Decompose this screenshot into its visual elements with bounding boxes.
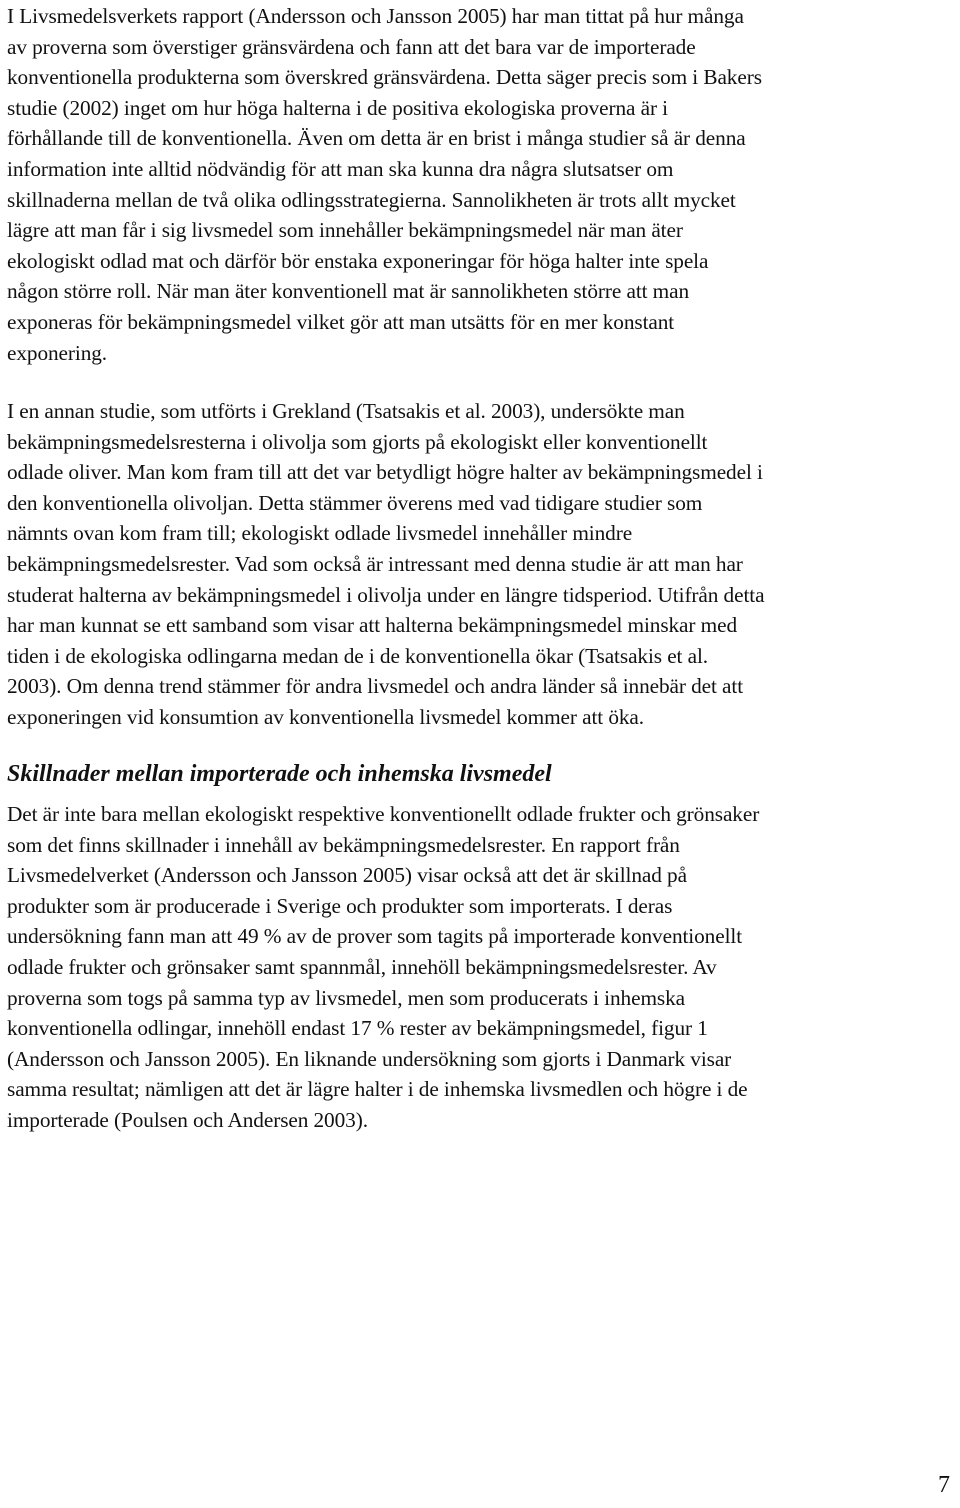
text-line: förhållande till de konventionella. Även om detta är en brist i många studier så är denna — [7, 126, 746, 151]
text-line: konventionella odlingar, innehöll endast 17 % rester av bekämpningsmedel, figur 1 — [7, 1016, 708, 1041]
text-line: Livsmedelverket (Andersson och Jansson 2005) visar också att det är skillnad på — [7, 863, 687, 888]
text-line: lägre att man får i sig livsmedel som innehåller bekämpningsmedel när man äter — [7, 218, 683, 243]
text-line: 2003). Om denna trend stämmer för andra livsmedel och andra länder så innebär det att — [7, 674, 744, 699]
text-line: skillnaderna mellan de två olika odlingsstrategierna. Sannolikheten är trots allt mycket — [7, 187, 736, 212]
text-line: konventionella produkterna som överskred gränsvärdena. Detta säger precis som i Bakers — [7, 65, 762, 90]
text-line: I Livsmedelsverkets rapport (Andersson och Jansson 2005) har man tittat på hur många — [7, 4, 744, 28]
paragraph-1 — [7, 1, 957, 368]
text-line: information inte alltid nödvändig för att man ska kunna dra några slutsatser om — [7, 156, 674, 181]
text-line: ekologiskt odlad mat och därför bör enstaka exponeringar för höga halter inte spela — [7, 248, 709, 273]
text-line: undersökning fann man att 49 % av de prover som tagits på importerade konventionellt — [7, 924, 743, 949]
text-line: studerat halterna av bekämpningsmedel i olivolja under en längre tidsperiod. Utifrån detta — [7, 582, 765, 607]
text-line: exponering. — [7, 340, 108, 365]
text-line: som det finns skillnader i innehåll av bekämpningsmedelsrester. En rapport från — [7, 832, 680, 857]
text-line: exponeringen vid konsumtion av konventionella livsmedel kommer att öka. — [7, 704, 644, 729]
text-line: samma resultat; nämligen att det är lägre halter i de inhemska livsmedlen och högre i de — [7, 1077, 748, 1102]
text-line: har man kunnat se ett samband som visar att halterna bekämpningsmedel minskar med — [7, 613, 737, 638]
text-line: Det är inte bara mellan ekologiskt respektive konventionellt odlade frukter och grönsaker — [7, 802, 760, 826]
text-line: bekämpningsmedelsresterna i olivolja som gjorts på ekologiskt eller konventionellt — [7, 429, 708, 454]
text-line: studie (2002) inget om hur höga halterna i de positiva ekologiska proverna är i — [7, 95, 668, 120]
text-line: exponeras för bekämpningsmedel vilket gör att man utsätts för en mer konstant — [7, 309, 675, 334]
text-line: bekämpningsmedelsrester. Vad som också är intressant med denna studie är att man har — [7, 551, 743, 576]
section-heading: Skillnader mellan importerade och inhemska livsmedel — [7, 761, 552, 787]
text-line: tiden i de ekologiska odlingarna medan de i de konventionella ökar (Tsatsakis et al. — [7, 643, 708, 668]
text-line: av proverna som överstiger gränsvärdena och fann att det bara var de importerade — [7, 34, 696, 59]
text-line: proverna som togs på samma typ av livsmedel, men som producerats i inhemska — [7, 985, 685, 1010]
text-line: någon större roll. När man äter konventionell mat är sannolikheten större att man — [7, 279, 690, 304]
paragraph-2 — [7, 396, 957, 733]
text-line: odlade oliver. Man kom fram till att det var betydligt högre halter av bekämpningsmedel i — [7, 460, 763, 485]
text-line: odlade frukter och grönsaker samt spannmål, innehöll bekämpningsmedelsrester. Av — [7, 954, 717, 979]
page-number: 7 — [938, 1472, 950, 1498]
text-line: importerade (Poulsen och Andersen 2003). — [7, 1107, 368, 1132]
text-line: nämnts ovan kom fram till; ekologiskt odlade livsmedel innehåller mindre — [7, 521, 633, 546]
text-line: I en annan studie, som utförts i Grekland (Tsatsakis et al. 2003), undersökte man — [7, 399, 685, 423]
text-line: produkter som är producerade i Sverige och produkter som importerats. I deras — [7, 893, 673, 918]
text-line: (Andersson och Jansson 2005). En liknande undersökning som gjorts i Danmark visar — [7, 1046, 732, 1071]
text-line: den konventionella olivoljan. Detta stämmer överens med vad tidigare studier som — [7, 490, 703, 515]
paragraph-3 — [7, 799, 957, 1136]
